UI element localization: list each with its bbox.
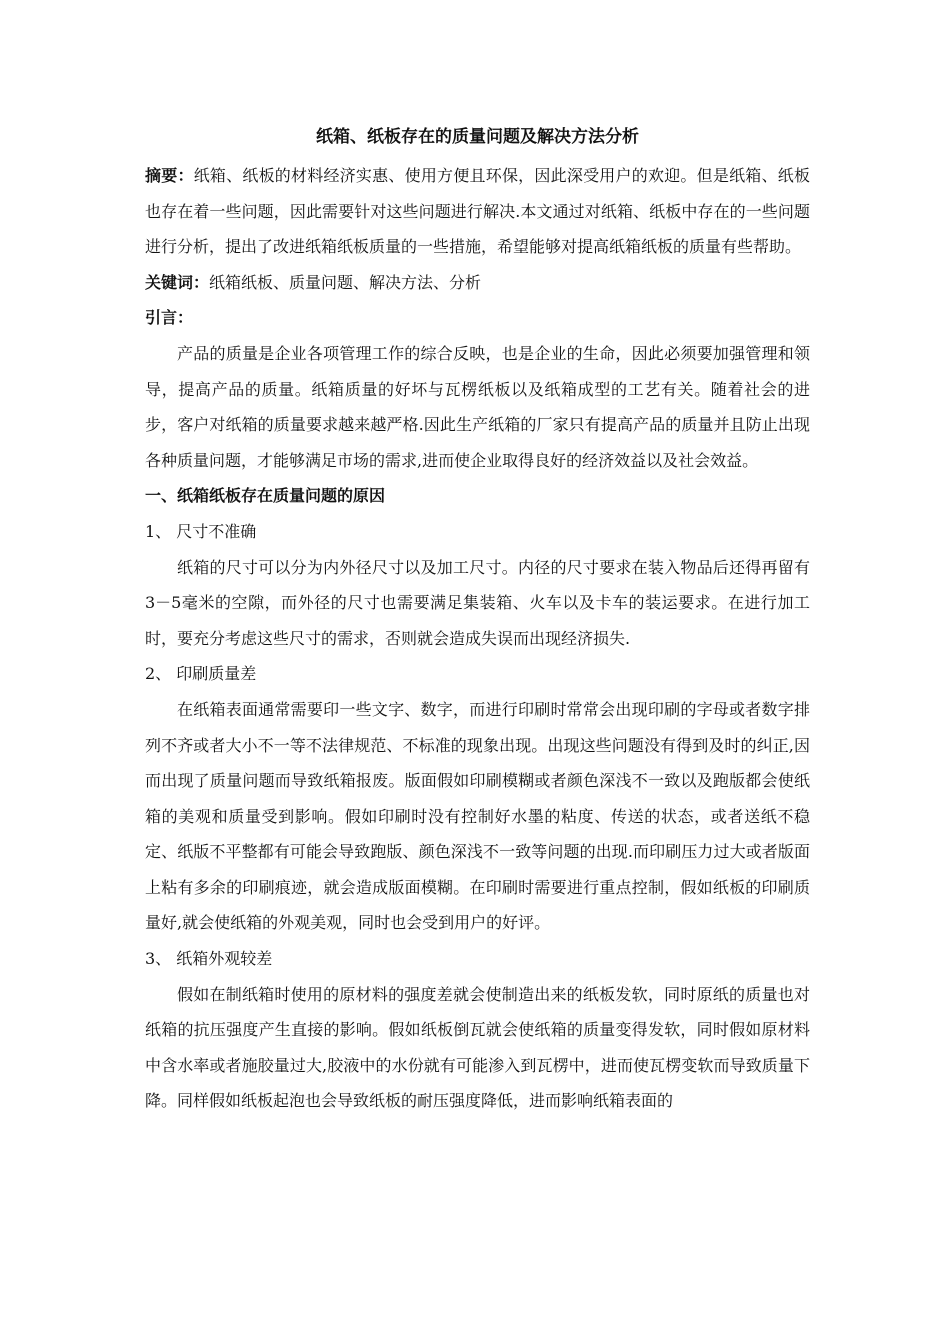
subsection-heading-2: 2、 印刷质量差: [145, 664, 257, 684]
document-page: [145, 122, 810, 1119]
subsection-heading-3: 3、 纸箱外观较差: [145, 949, 273, 969]
intro-text: 产品的质量是企业各项管理工作的综合反映，也是企业的生命，因此必须要加强管理和领导，提高产品的质量。纸箱质量的好坏与瓦楞纸板以及纸箱成型的工艺有关。随着社会的进步，客户对纸箱的质量要求越来越严格.因此生产纸箱的厂家只有提高产品的质量并且防止出现各种质量问题，才能够满足市场的需求,进而使企业取得良好的经济效益以及社会效益。: [145, 343, 810, 470]
abstract-text: 纸箱、纸板的材料经济实惠、使用方便且环保，因此深受用户的欢迎。但是纸箱、纸板也存在着一些问题，因此需要针对这些问题进行解决.本文通过对纸箱、纸板中存在的一些问题进行分析，提出了改进纸箱纸板质量的一些措施，希望能够对提高纸箱纸板的质量有些帮助。: [145, 166, 810, 257]
subsection-heading-1: 1、 尺寸不准确: [145, 521, 257, 541]
abstract-label: 摘要：: [145, 166, 194, 185]
abstract-paragraph: [145, 158, 810, 265]
document-title: 纸箱、纸板存在的质量问题及解决方法分析: [316, 127, 639, 147]
keywords-paragraph: [145, 265, 810, 301]
keywords-text: 纸箱纸板、质量问题、解决方法、分析: [209, 272, 482, 292]
intro-label: 引言：: [145, 308, 194, 328]
section-heading: 一、纸箱纸板存在质量问题的原因: [145, 486, 386, 506]
subsection-text-2: 在纸箱表面通常需要印一些文字、数字，而进行印刷时常常会出现印刷的字母或者数字排列不齐或者大小不一等不法律规范、不标准的现象出现。出现这些问题没有得到及时的纠正,因而出现了质量问题而导致纸箱报废。版面假如印刷模糊或者颜色深浅不一致以及跑版都会使纸箱的美观和质量受到影响。假如印刷时没有控制好水墨的粘度、传送的状态，或者送纸不稳定、纸版不平整都有可能会导致跑版、颜色深浅不一致等问题的出现.而印刷压力过大或者版面上粘有多余的印刷痕迹，就会造成版面模糊。在印刷时需要进行重点控制，假如纸板的印刷质量好,就会使纸箱的外观美观，同时也会受到用户的好评。: [145, 699, 810, 933]
subsection-text-3: 假如在制纸箱时使用的原材料的强度差就会使制造出来的纸板发软，同时原纸的质量也对纸箱的抗压强度产生直接的影响。假如纸板倒瓦就会使纸箱的质量变得发软，同时假如原材料中含水率或者施胶量过大,胶液中的水份就有可能渗入到瓦楞中，进而使瓦楞变软而导致质量下降。同样假如纸板起泡也会导致纸板的耐压强度降低，进而影响纸箱表面的: [145, 984, 810, 1111]
subsection-text-1: 纸箱的尺寸可以分为内外径尺寸以及加工尺寸。内径的尺寸要求在装入物品后还得再留有3－5毫米的空隙，而外径的尺寸也需要满足集装箱、火车以及卡车的装运要求。在进行加工时，要充分考虑这些尺寸的需求，否则就会造成失误而出现经济损失.: [145, 557, 810, 648]
keywords-label: 关键词：: [145, 272, 210, 292]
